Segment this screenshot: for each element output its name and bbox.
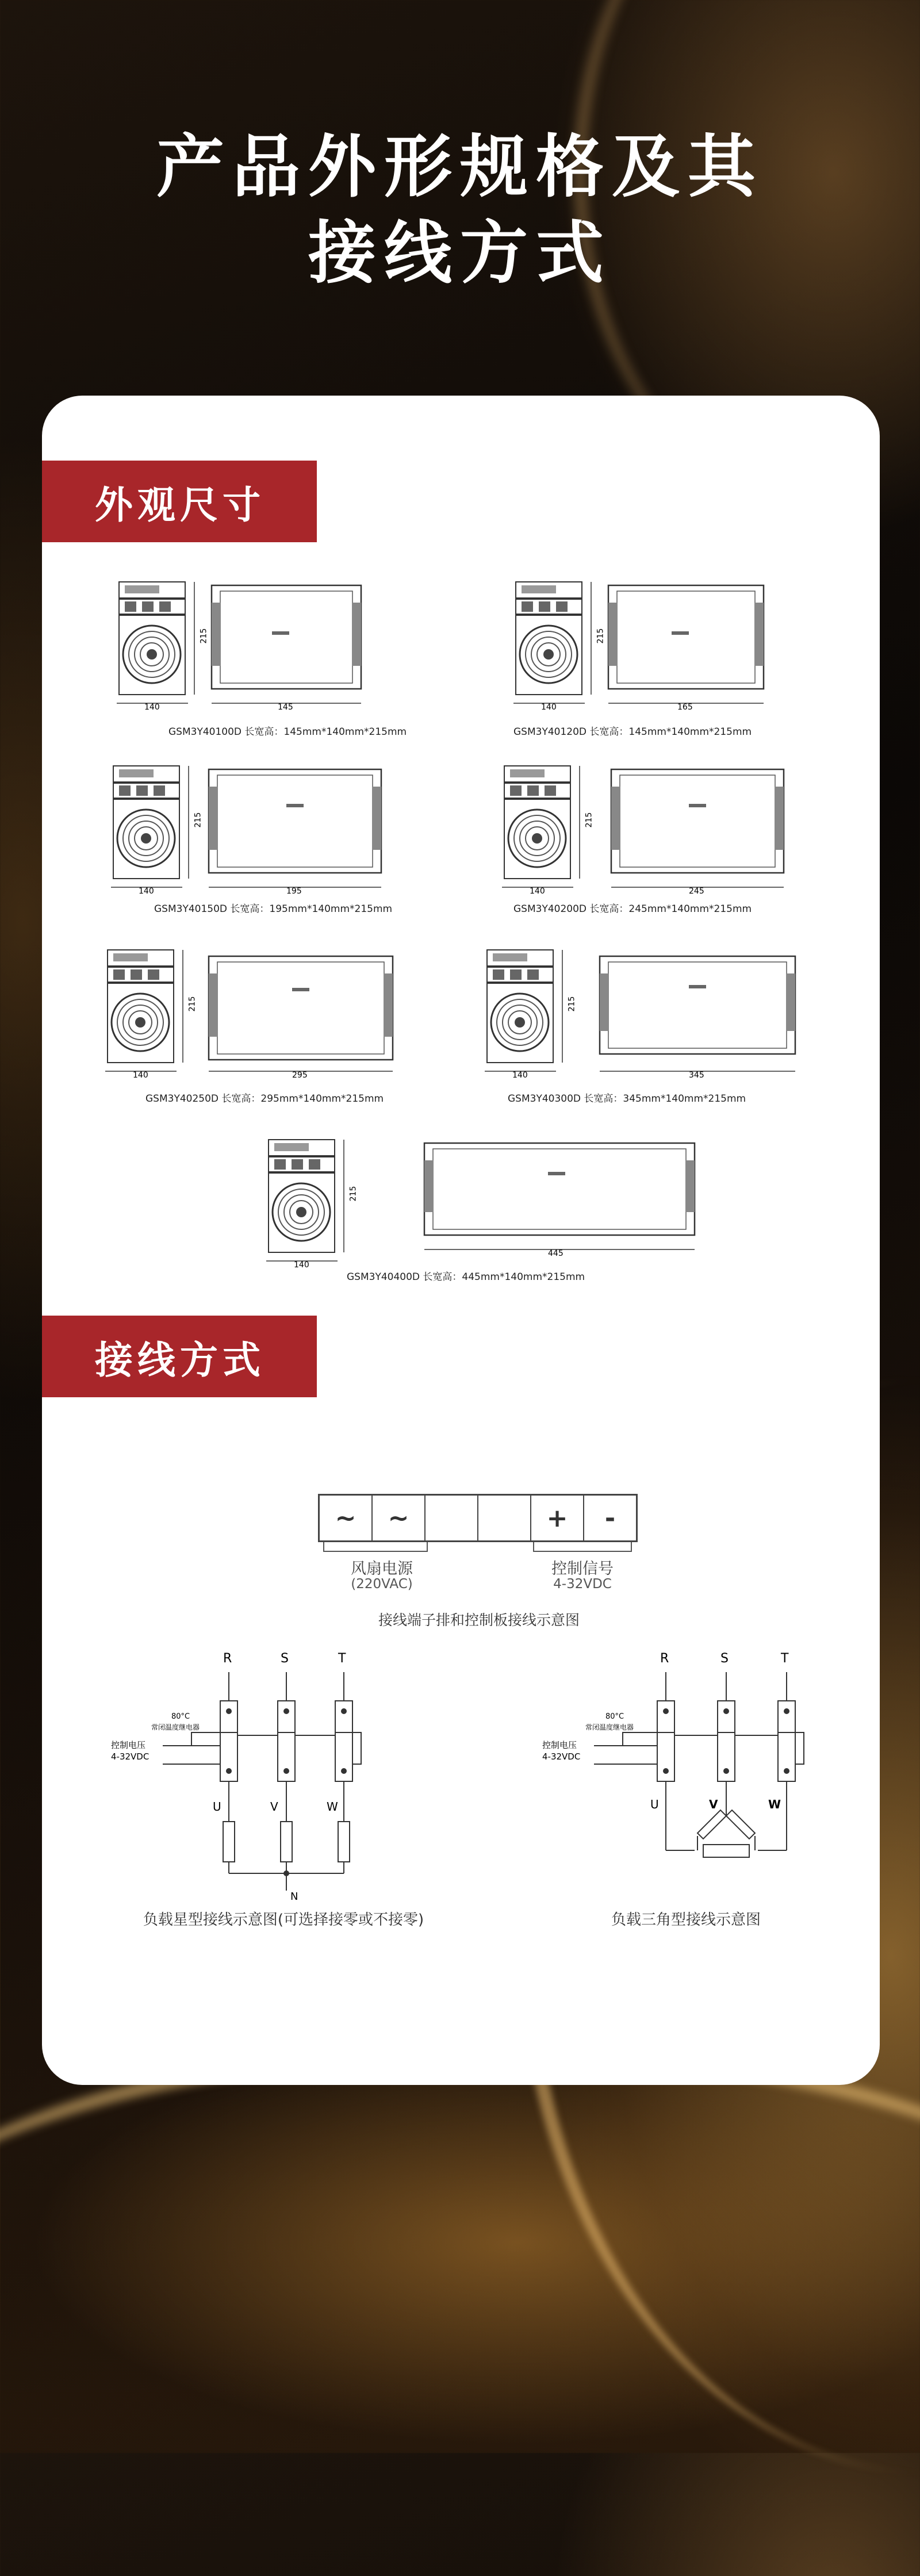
delta-load-w: W: [768, 1797, 781, 1811]
terminal-cell-6: -: [604, 1503, 616, 1533]
product-7-caption: GSM3Y40400D 长宽高：445mm*140mm*215mm: [347, 1271, 585, 1283]
product-4-side-width: 245: [689, 887, 704, 896]
product-1-caption: GSM3Y40100D 长宽高：145mm*140mm*215mm: [168, 726, 407, 738]
star-load-u: U: [213, 1800, 221, 1814]
star-temp: 80°C: [171, 1712, 190, 1721]
terminal-cell-2: ~: [373, 1496, 425, 1540]
product-4-height: 215: [584, 812, 594, 828]
terminal-cell-4: [478, 1496, 531, 1540]
product-2-front-width: 140: [541, 703, 557, 712]
product-7-front-width: 140: [294, 1260, 309, 1270]
product-5-side-width: 295: [292, 1071, 308, 1080]
product-drawing-3: [111, 764, 433, 915]
delta-wiring-diagram: [525, 1649, 847, 1948]
product-1-side-width: 145: [278, 703, 293, 712]
product-7-side-width: 445: [548, 1249, 564, 1258]
product-drawing-2: [513, 580, 824, 737]
terminal-cell-1: ~: [320, 1496, 373, 1540]
delta-caption: 负载三角型接线示意图: [611, 1911, 761, 1929]
star-phase-s: S: [281, 1651, 289, 1666]
page-title-line-2: 接线方式: [308, 213, 612, 293]
star-phase-r: R: [223, 1651, 232, 1666]
star-neutral: N: [290, 1891, 298, 1903]
product-6-svg: [485, 948, 853, 1097]
product-3-side-width: 195: [286, 887, 302, 896]
product-drawing-1: [117, 580, 427, 737]
terminal-caption: 接线端子排和控制板接线示意图: [378, 1612, 580, 1628]
delta-phase-t: T: [781, 1651, 789, 1666]
product-6-height: 215: [567, 996, 577, 1012]
product-3-height: 215: [193, 812, 203, 828]
delta-switch-label: 常闭温度继电器: [585, 1723, 634, 1731]
terminal-strip: [318, 1494, 638, 1542]
terminal-cell-5: +: [531, 1496, 584, 1540]
section-banner-wiring: 接线方式: [42, 1316, 317, 1397]
delta-control-label: 控制电压: [542, 1740, 577, 1750]
product-1-svg: [117, 580, 427, 735]
star-control-label: 控制电压: [111, 1740, 146, 1750]
page-title-line-1: 产品外形规格及其: [156, 127, 764, 206]
content-card: [42, 396, 880, 2085]
terminal-cell-3: [425, 1496, 478, 1540]
control-signal-label: 控制信号: [551, 1560, 614, 1578]
page-title: [0, 124, 920, 296]
product-6-front-width: 140: [512, 1071, 528, 1080]
delta-load-v: V: [709, 1797, 718, 1811]
product-4-caption: GSM3Y40200D 长宽高：245mm*140mm*215mm: [513, 903, 752, 915]
delta-wiring-svg: [525, 1649, 847, 1902]
product-1-height: 215: [199, 628, 209, 644]
product-6-side-width: 345: [689, 1071, 704, 1080]
star-load-v: V: [270, 1800, 278, 1814]
gold-swoosh-bottom: [0, 2041, 920, 2576]
product-drawing-4: [502, 764, 824, 915]
delta-phase-s: S: [720, 1651, 729, 1666]
terminal-block-diagram: [318, 1494, 640, 1643]
product-5-caption: GSM3Y40250D 长宽高：295mm*140mm*215mm: [145, 1093, 384, 1105]
control-signal-voltage: 4-32VDC: [553, 1577, 612, 1592]
delta-load-u: U: [650, 1797, 659, 1811]
product-2-side-width: 165: [677, 703, 693, 712]
star-load-w: W: [327, 1800, 338, 1814]
product-3-caption: GSM3Y40150D 长宽高：195mm*140mm*215mm: [154, 903, 393, 915]
star-wiring-diagram: [105, 1649, 462, 1948]
product-1-front-width: 140: [144, 703, 160, 712]
star-phase-t: T: [338, 1651, 346, 1666]
section-banner-dimensions: 外观尺寸: [42, 461, 317, 542]
product-4-svg: [502, 764, 824, 907]
star-wiring-svg: [105, 1649, 462, 1902]
product-2-height: 215: [596, 628, 605, 644]
product-2-caption: GSM3Y40120D 长宽高：145mm*140mm*215mm: [513, 726, 752, 738]
fan-power-label: 风扇电源: [351, 1560, 413, 1578]
fan-power-voltage: (220VAC): [351, 1577, 413, 1592]
star-control-voltage: 4-32VDC: [111, 1751, 150, 1762]
product-5-height: 215: [187, 996, 197, 1012]
product-5-front-width: 140: [133, 1071, 148, 1080]
product-drawing-5: [105, 948, 462, 1105]
product-6-caption: GSM3Y40300D 长宽高：345mm*140mm*215mm: [508, 1093, 746, 1105]
product-3-front-width: 140: [139, 887, 154, 896]
star-switch-label: 常闭温度继电器: [151, 1723, 200, 1731]
product-7-svg: [266, 1137, 703, 1281]
product-2-svg: [513, 580, 824, 735]
product-drawing-7: [266, 1137, 703, 1283]
product-7-height: 215: [348, 1186, 358, 1202]
delta-temp: 80°C: [605, 1712, 624, 1721]
star-caption: 负载星型接线示意图(可选择接零或不接零): [143, 1911, 424, 1929]
product-5-svg: [105, 948, 462, 1097]
product-drawing-6: [485, 948, 853, 1105]
delta-control-voltage: 4-32VDC: [542, 1751, 581, 1762]
delta-phase-r: R: [660, 1651, 669, 1666]
product-3-svg: [111, 764, 433, 907]
product-4-front-width: 140: [530, 887, 545, 896]
